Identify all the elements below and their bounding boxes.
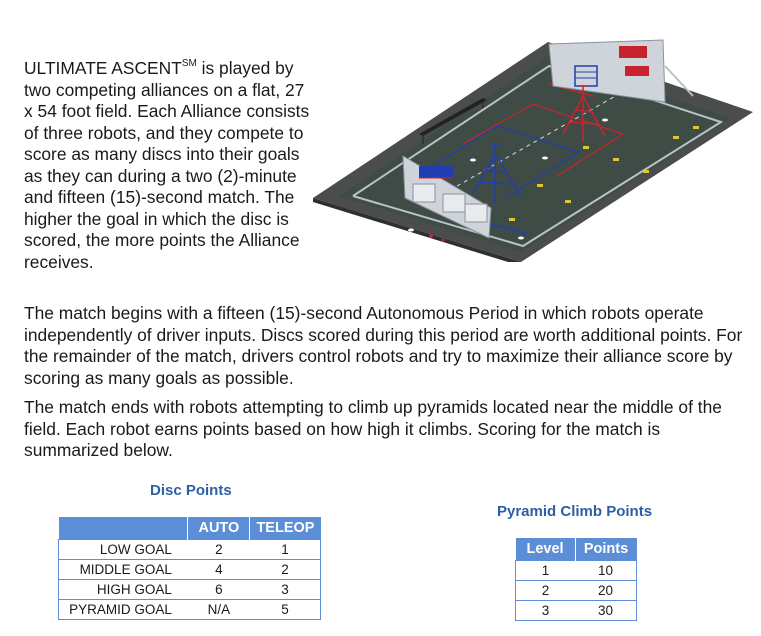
teleop-cell: 1 xyxy=(250,540,321,560)
disc-points-table xyxy=(58,517,321,620)
pyramid-points-table xyxy=(515,538,637,621)
auto-cell: N/A xyxy=(188,600,250,620)
teleop-cell: 2 xyxy=(250,560,321,580)
teleop-cell: 3 xyxy=(250,580,321,600)
points-cell: 20 xyxy=(575,581,636,601)
pyramid-points-header-row xyxy=(516,538,637,561)
table-row xyxy=(516,601,637,621)
level-cell: 3 xyxy=(516,601,576,621)
auto-cell: 4 xyxy=(188,560,250,580)
goal-cell: LOW GOAL xyxy=(59,540,188,560)
header-teleop: TELEOP xyxy=(250,517,321,540)
table-row xyxy=(59,560,321,580)
table-row xyxy=(59,540,321,560)
level-cell: 2 xyxy=(516,581,576,601)
auto-cell: 6 xyxy=(188,580,250,600)
autonomous-paragraph: The match begins with a fifteen (15)-second Autonomous Period in which robots operate independently of driver inputs. Discs scored during this period are worth additional points. For the remainder of the match, drivers control robots and try to maximize their alliance score by scoring as many goals as possible. xyxy=(24,303,743,388)
points-cell: 10 xyxy=(575,561,636,581)
field-illustration xyxy=(313,26,753,262)
endgame-paragraph: The match ends with robots attempting to climb up pyramids located near the middle of the field. Each robot earns points based on how high it climbs. Scoring for the match is summarized below. xyxy=(24,397,722,460)
table-row xyxy=(59,580,321,600)
points-cell: 30 xyxy=(575,601,636,621)
table-row xyxy=(59,600,321,620)
goal-cell: HIGH GOAL xyxy=(59,580,188,600)
disc-points-header-row xyxy=(59,517,321,540)
header-auto: AUTO xyxy=(188,517,250,540)
header-points: Points xyxy=(575,538,636,561)
service-mark: SM xyxy=(181,58,197,70)
header-level: Level xyxy=(516,538,576,561)
header-goal xyxy=(59,517,188,540)
level-cell: 1 xyxy=(516,561,576,581)
pyramid-points-title: Pyramid Climb Points xyxy=(497,503,653,520)
game-title: ULTIMATE ASCENT xyxy=(24,58,182,78)
table-row xyxy=(516,561,637,581)
teleop-cell: 5 xyxy=(250,600,321,620)
goal-cell: PYRAMID GOAL xyxy=(59,600,188,620)
auto-cell: 2 xyxy=(188,540,250,560)
table-row xyxy=(516,581,637,601)
goal-cell: MIDDLE GOAL xyxy=(59,560,188,580)
intro-paragraph xyxy=(24,58,314,273)
intro-text: is played by two competing alliances on a flat, 27 x 54 foot field. Each Alliance consists of three robots, and they compete to score as many discs into their goals as they can during a two (2)-minute and fifteen (15)-second match. The higher the goal in which the disc is scored, the more points the Alliance receives. xyxy=(24,58,310,272)
disc-points-title: Disc Points xyxy=(150,482,232,499)
